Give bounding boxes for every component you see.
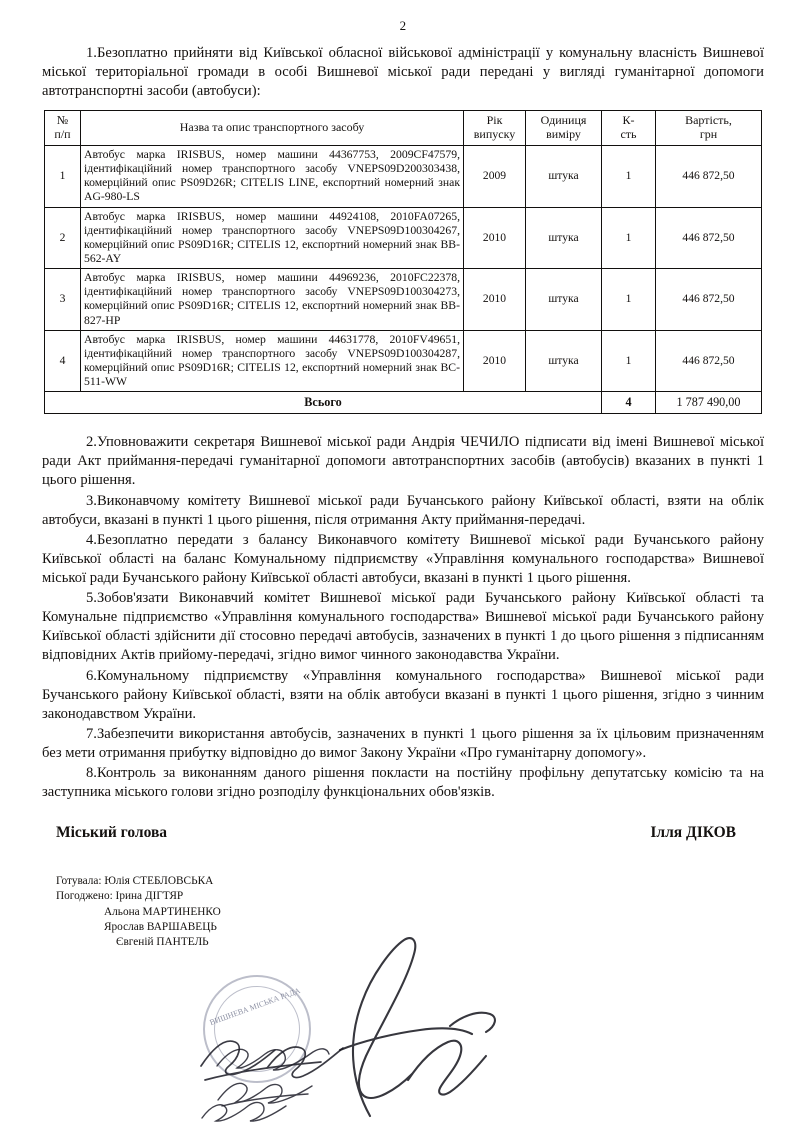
agreed-by-3: Ярослав ВАРШАВЕЦЬ (104, 920, 217, 933)
cell-num: 2 (45, 207, 81, 269)
cell-description: Автобус марка IRISBUS, номер машини 44924108, 2010FA07265, ідентифікаційний номер транспортного засобу VNEPS09D100304267, комерційний опис PS09D16R; CITELIS 12, експортний номерний знак BB-562-AY (81, 207, 464, 269)
table-header-row (45, 111, 762, 146)
paragraph-6: 6.Комунальному підприємству «Управління комунального господарства» Вишневої міської ради Бучанського району Київської області, взяти на облік автобуси вказані в пункті 1 цього рішення, згідно з чинним законодавством України. (42, 667, 764, 722)
cell-num: 3 (45, 269, 81, 331)
stamp-text: ВИШНЕВА МІСЬКА РАДА (208, 985, 302, 1028)
table-row (45, 207, 762, 269)
signature-row (42, 824, 764, 842)
signer-position: Міський голова (56, 824, 168, 842)
cell-qty: 1 (602, 145, 656, 207)
agreed-by-4: Євгеній ПАНТЕЛЬ (116, 935, 209, 948)
header-qty-line1: К- (622, 113, 635, 128)
paragraph-7: 7.Забезпечити використання автобусів, зазначених в пункті 1 цього рішення за їх цільовим призначенням без мети отримання прибутку відповідно до вимог Закону України «Про гуманітарну допомогу». (42, 725, 764, 761)
table-row (45, 269, 762, 331)
cell-cost: 446 872,50 (656, 207, 762, 269)
cell-year: 2010 (464, 330, 526, 392)
cell-cost: 446 872,50 (656, 269, 762, 331)
paragraph-8: 8.Контроль за виконанням даного рішення покласти на постійну профільну депутатську комісію та на заступника міського голови згідно розподілу функціональних обов'язків. (42, 765, 764, 801)
approvals-block (42, 874, 764, 950)
cell-description: Автобус марка IRISBUS, номер машини 44631778, 2010FV49651, ідентифікаційний номер транспортного засобу VNEPS09D100304287, комерційний опис PS09D16R; CITELIS 12, експортний номерний знак BC-511-WW (81, 330, 464, 392)
header-year (464, 111, 526, 146)
official-stamp (203, 975, 311, 1083)
table-row (45, 330, 762, 392)
paragraph-1: 1.Безоплатно прийняти від Київської обласної військової адміністрації у комунальну власність Вишневої міської територіальної громади в особі Вишневої міської ради передані у вигляді гуманітарної допомоги автотранспортні засоби (автобуси): (42, 45, 764, 100)
header-num-line1: № (56, 113, 69, 128)
total-qty: 4 (602, 392, 656, 414)
cell-unit: штука (526, 330, 602, 392)
cell-qty: 1 (602, 330, 656, 392)
table-row (45, 145, 762, 207)
cell-num: 4 (45, 330, 81, 392)
cell-cost: 446 872,50 (656, 330, 762, 392)
cell-qty: 1 (602, 269, 656, 331)
cell-year: 2009 (464, 145, 526, 207)
header-num-line2: п/п (54, 127, 71, 142)
total-label: Всього (45, 392, 602, 414)
cell-unit: штука (526, 269, 602, 331)
cell-unit: штука (526, 207, 602, 269)
header-num (45, 111, 81, 146)
cell-unit: штука (526, 145, 602, 207)
agreed-by: Погоджено: Ірина ДІГТЯР (56, 890, 184, 903)
paragraph-4: 4.Безоплатно передати з балансу Виконавчого комітету Вишневої міської ради Бучанського району Київської області на баланс Комунальному підприємству «Управління комунального господарства» Вишневої міської ради Бучанського району Київської області автобуси, вказані в пункті 1 цього рішення. (42, 531, 764, 586)
header-year-line1: Рік (486, 113, 503, 128)
signer-name: Ілля ДІКОВ (650, 824, 736, 842)
signature-ink-main (300, 930, 530, 1120)
cell-description: Автобус марка IRISBUS, номер машини 44367753, 2009CF47579, ідентифікаційний номер транспортного засобу VNEPS09D200303438, комерційний опис PS09D26R; CITELIS LINE, експортний номерний знак AG-980-LS (81, 145, 464, 207)
agreed-by-2: Альона МАРТИНЕНКО (104, 905, 221, 918)
vehicles-table (44, 110, 762, 414)
paragraph-5: 5.Зобов'язати Виконавчий комітет Вишневої міської ради Бучанського району Київської області та Комунальне підприємство «Управління комунального господарства» Вишневої міської ради Бучанського району Київської області здійснити дії стосовно передачі автобусів, зазначених в пункті 1 до цього рішення з підписанням відповідних Актів прийому-передачі, згідно вимог чинного законодавства України. (42, 590, 764, 664)
signature-ink-approval-3 (200, 1098, 290, 1126)
page-number: 2 (399, 18, 407, 33)
total-cost: 1 787 490,00 (656, 392, 762, 414)
cell-description: Автобус марка IRISBUS, номер машини 44969236, 2010FC22378, ідентифікаційний номер транспортного засобу VNEPS09D100304273, комерційний опис PS09D16R; CITELIS 12, експортний номерний знак BB-827-HP (81, 269, 464, 331)
cell-year: 2010 (464, 269, 526, 331)
header-cost-line2: грн (699, 127, 718, 142)
header-qty (602, 111, 656, 146)
header-description: Назва та опис транспортного засобу (81, 111, 464, 146)
cell-year: 2010 (464, 207, 526, 269)
cell-qty: 1 (602, 207, 656, 269)
cell-num: 1 (45, 145, 81, 207)
header-year-line2: випуску (473, 127, 516, 142)
table-total-row (45, 392, 762, 414)
header-unit-line1: Одиниця (540, 113, 587, 128)
header-unit-line2: виміру (546, 127, 581, 142)
header-unit (526, 111, 602, 146)
paragraph-2: 2.Уповноважити секретаря Вишневої міської ради Андрія ЧЕЧИЛО підписати від імені Вишневої міської ради Акт приймання-передачі гуманітарної допомоги автотранспортних засобів (автобусів) вказаних в пункті 1 цього рішення. (42, 434, 764, 489)
cell-cost: 446 872,50 (656, 145, 762, 207)
header-cost (656, 111, 762, 146)
header-cost-line1: Вартість, (685, 113, 732, 128)
paragraph-3: 3.Виконавчому комітету Вишневої міської ради Бучанського району Київської області, взяти на облік автобуси, вказані в пункті 1 цього рішення, після отримання Акту приймання-передачі. (42, 492, 764, 528)
prepared-by: Готувала: Юлія СТЕБЛОВСЬКА (56, 875, 214, 888)
header-qty-line2: сть (620, 127, 637, 142)
